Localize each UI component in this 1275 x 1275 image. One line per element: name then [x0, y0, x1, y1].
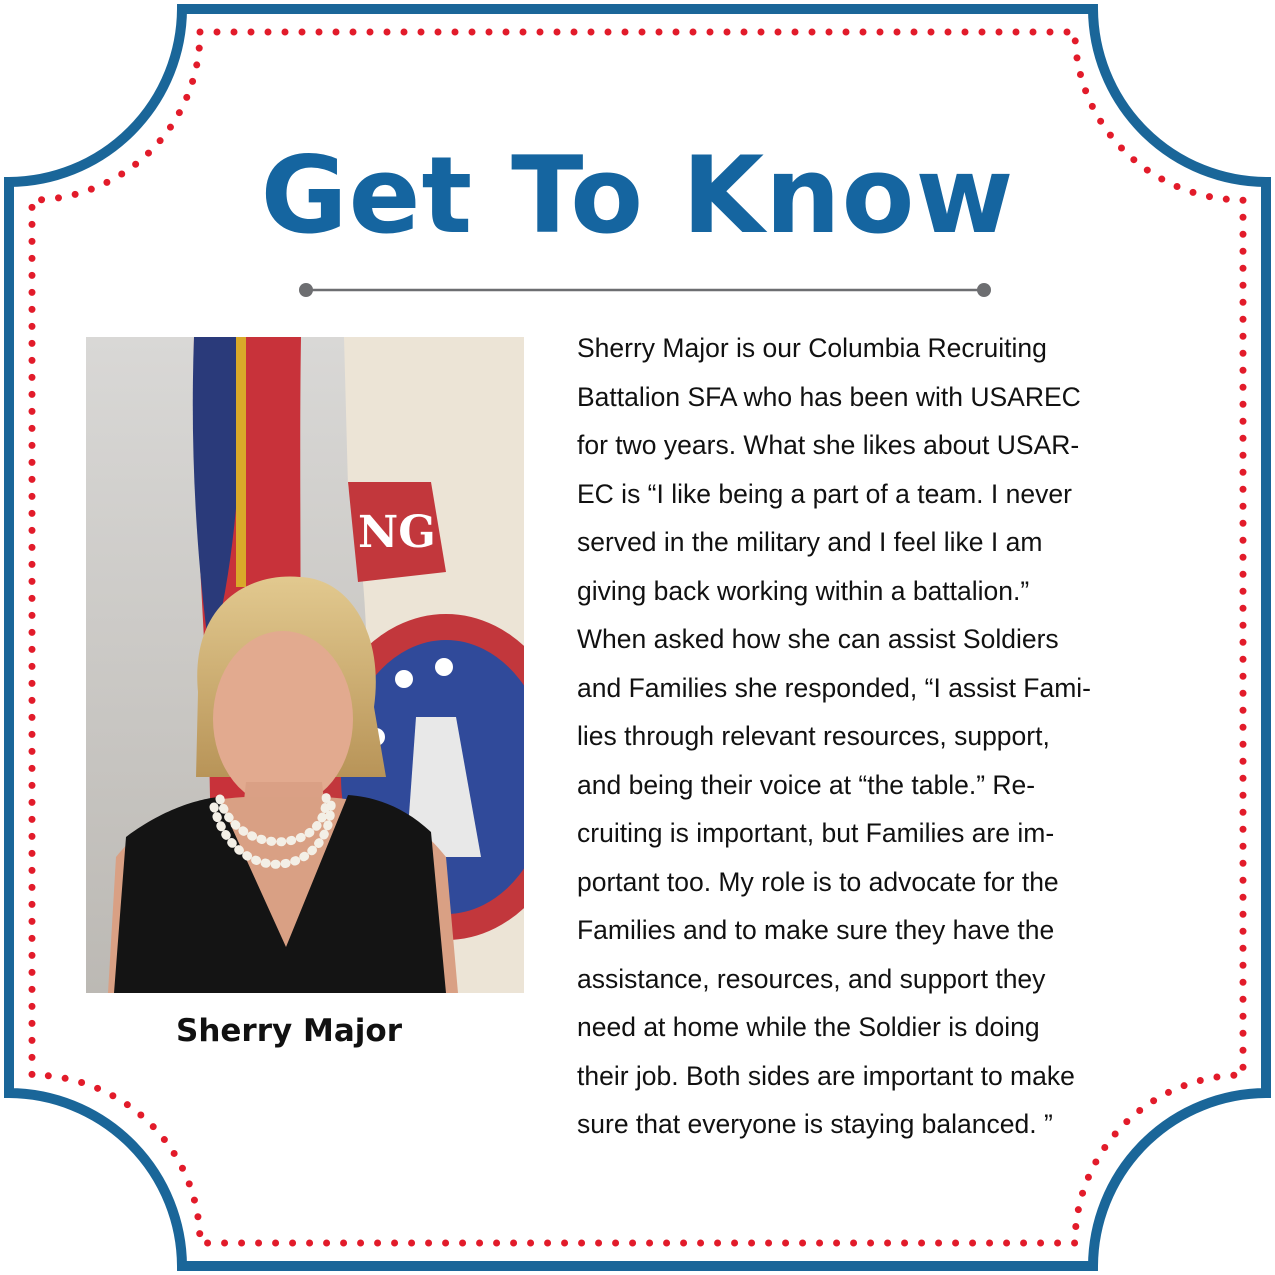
page-title: Get To Know	[260, 134, 1015, 257]
seal-star	[395, 670, 413, 688]
article-text: Sherry Major is our Columbia Recruiting Battalion SFA who has been with USAREC for two years. What she likes about USAR- EC is “I like being a part of a team. I never served in the military and I feel like I am giving back working within a battalion.” When asked how she can assist Soldiers and Families she responded, “I assist Fami- lies through relevant resources, support, and being their voice at “the table.” Re- cruiting is important, but Families are im- portant too. My role is to advocate for the Families and to make sure they have the assistance, resources, and support they need at home while the Soldier is doing their job. Both sides are important to make sure that everyone is staying balanced. ”	[577, 333, 1092, 1139]
face	[213, 631, 353, 807]
flag-fringe	[236, 337, 246, 587]
flag-lettering: NG	[358, 507, 436, 558]
title-divider	[298, 282, 992, 298]
portrait-photo	[86, 337, 524, 993]
photo-caption: Sherry Major	[176, 1013, 402, 1049]
seal-star	[435, 658, 453, 676]
